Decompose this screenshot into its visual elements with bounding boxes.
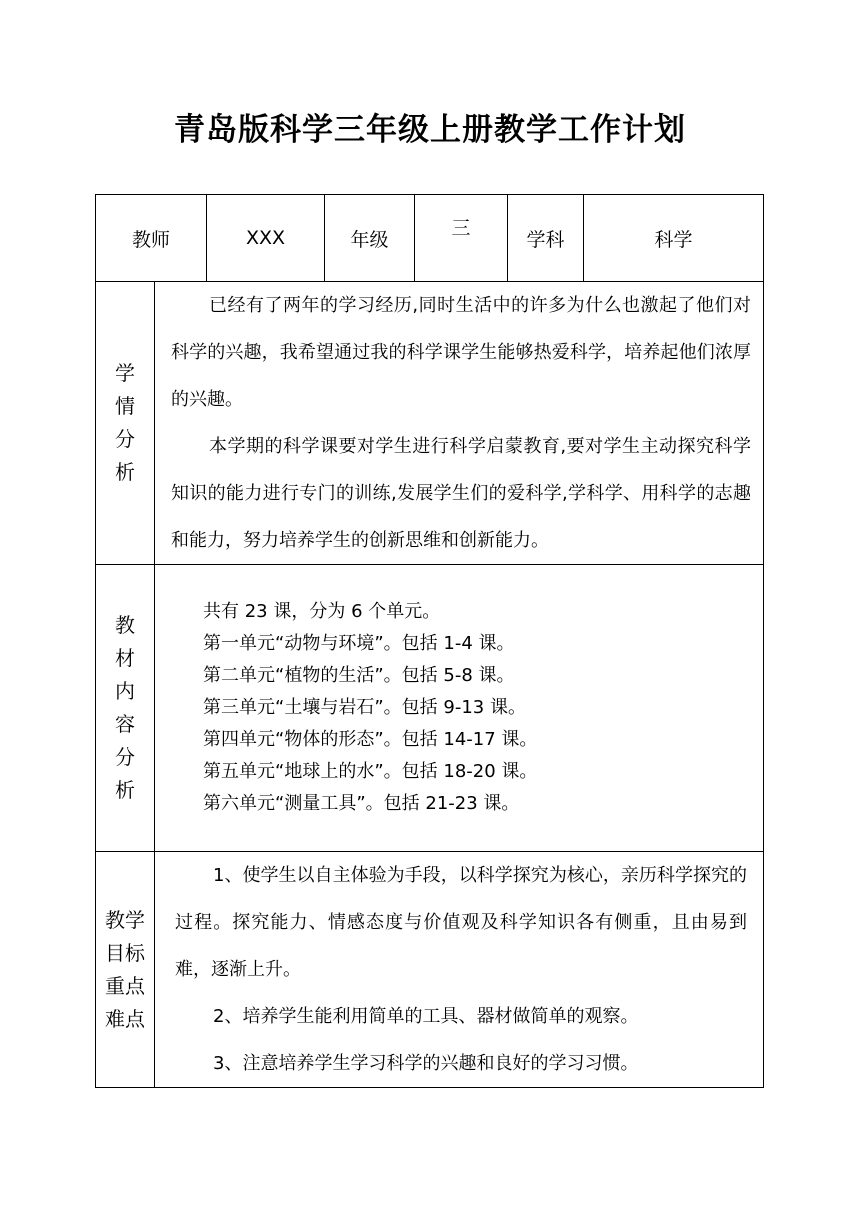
student-analysis-row [96,282,764,565]
list-item: 共有 23 课，分为 6 个单元。 [203,601,441,622]
paragraph: 本学期的科学课要对学生进行科学启蒙教育,要对学生主动探究科学知识的能力进行专门的训练,发展学生们的爱科学,学科学、用科学的志趣和能力，努力培养学生的创新思维和创新能力。 [171,436,752,551]
list-item: 第二单元“植物的生活”。包括 5-8 课。 [203,665,515,686]
material-analysis-label: 教 材 内 容 分 析 [96,565,155,852]
paragraph: 1、使学生以自主体验为手段，以科学探究为核心，亲历科学探究的过程。探究能力、情感态度与价值观及科学知识各有侧重，且由易到难，逐渐上升。 [175,865,748,980]
list-item: 第一单元“动物与环境”。包括 1-4 课。 [203,633,515,654]
material-analysis-content [155,565,764,852]
grade-label: 年级 [325,195,415,282]
student-analysis-label: 学 情 分 析 [96,282,155,565]
list-item: 第六单元“测量工具”。包括 21-23 课。 [203,793,520,814]
subject-value: 科学 [584,195,764,282]
goals-label: 教学 目标 重点 难点 [96,852,155,1088]
teacher-value: XXX [207,195,325,282]
paragraph: 已经有了两年的学习经历,同时生活中的许多为什么也激起了他们对科学的兴趣，我希望通过我的科学课学生能够热爱科学，培养起他们浓厚的兴趣。 [171,295,752,410]
list-item: 第三单元“土壤与岩石”。包括 9-13 课。 [203,697,526,718]
list-item: 第五单元“地球上的水”。包括 18-20 课。 [203,761,538,782]
page-title: 青岛版科学三年级上册教学工作计划 [174,112,686,148]
grade-value: 三 [415,195,508,282]
list-item: 第四单元“物体的形态”。包括 14-17 课。 [203,729,538,750]
header-row [96,195,764,282]
material-analysis-row [96,565,764,852]
goals-content [155,852,764,1088]
subject-label: 学科 [508,195,584,282]
student-analysis-content [155,282,764,565]
paragraph: 2、培养学生能利用简单的工具、器材做简单的观察。 [213,1006,639,1027]
goals-row [96,852,764,1088]
teacher-label: 教师 [96,195,207,282]
plan-table [95,194,763,1088]
paragraph: 3、注意培养学生学习科学的兴趣和良好的学习习惯。 [213,1053,639,1074]
